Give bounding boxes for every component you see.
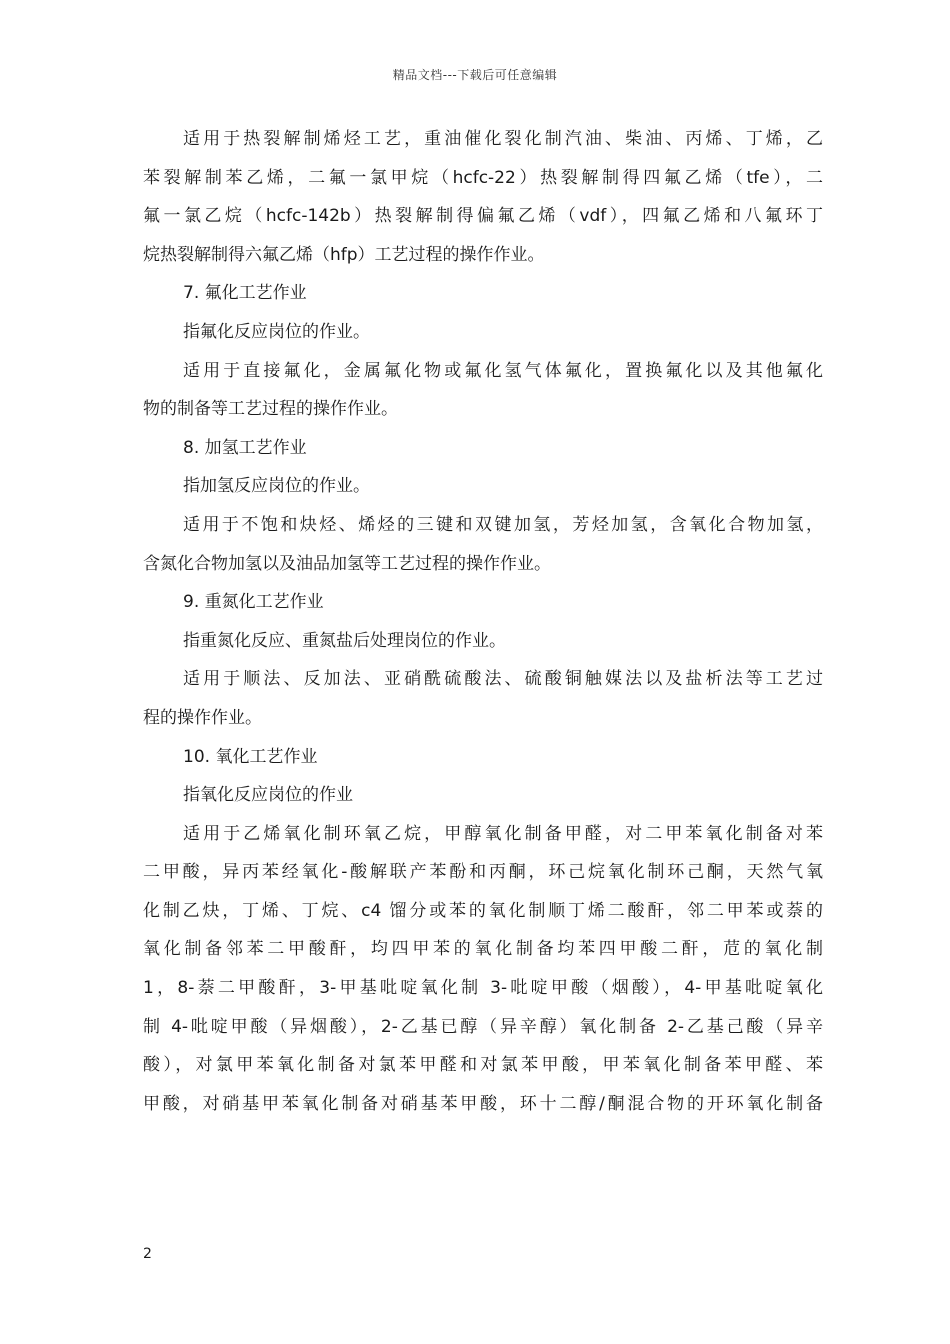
text-line: 甲酸，对硝基甲苯氧化制备对硝基苯甲酸，环十二醇/酮混合物的开环氧化制备	[143, 1093, 823, 1114]
text-line: 适用于不饱和炔烃、烯烃的三键和双键加氢，芳烃加氢，含氧化合物加氢，	[183, 514, 823, 535]
document-body	[143, 120, 823, 1123]
text-line: 指氟化反应岗位的作业。	[183, 321, 370, 342]
text-line: 7. 氟化工艺作业	[183, 283, 307, 304]
text-line: 物的制备等工艺过程的操作作业。	[143, 399, 398, 420]
text-line: 氟一氯乙烷（hcfc-142b）热裂解制得偏氟乙烯（vdf），四氟乙烯和八氟环丁	[143, 206, 823, 227]
text-line: 化制乙炔，丁烯、丁烷、c4 馏分或苯的氧化制顺丁烯二酸酐，邻二甲苯或萘的	[143, 900, 823, 921]
text-line: 二甲酸，异丙苯经氧化-酸解联产苯酚和丙酮，环己烷氧化制环己酮，天然气氧	[143, 862, 823, 883]
text-line: 指重氮化反应、重氮盐后处理岗位的作业。	[183, 630, 506, 651]
text-line: 苯裂解制苯乙烯，二氟一氯甲烷（hcfc-22）热裂解制得四氟乙烯（tfe），二	[143, 167, 823, 188]
text-line: 10. 氧化工艺作业	[183, 746, 318, 767]
text-line: 氧化制备邻苯二甲酸酐，均四甲苯的氧化制备均苯四甲酸二酐，苊的氧化制	[143, 939, 823, 960]
text-line: 适用于直接氟化，金属氟化物或氟化氢气体氟化，置换氟化以及其他氟化	[183, 360, 823, 381]
page-header: 精品文档---下载后可任意编辑	[392, 68, 558, 82]
text-line: 含氮化合物加氢以及油品加氢等工艺过程的操作作业。	[143, 553, 551, 574]
page-number: 2	[143, 1246, 152, 1262]
text-line: 制 4-吡啶甲酸（异烟酸），2-乙基已醇（异辛醇）氧化制备 2-乙基己酸（异辛	[143, 1016, 823, 1037]
text-line: 适用于热裂解制烯烃工艺，重油催化裂化制汽油、柴油、丙烯、丁烯，乙	[183, 129, 823, 149]
text-line: 指氧化反应岗位的作业	[183, 785, 353, 806]
text-line: 适用于乙烯氧化制环氧乙烷，甲醇氧化制备甲醛，对二甲苯氧化制备对苯	[183, 823, 823, 844]
text-line: 1，8-萘二甲酸酐，3-甲基吡啶氧化制 3-吡啶甲酸（烟酸），4-甲基吡啶氧化	[143, 978, 823, 999]
text-line: 指加氢反应岗位的作业。	[183, 476, 370, 497]
text-line: 8. 加氢工艺作业	[183, 437, 307, 458]
text-line: 酸），对氯甲苯氧化制备对氯苯甲醛和对氯苯甲酸，甲苯氧化制备苯甲醛、苯	[143, 1055, 823, 1076]
text-line: 程的操作作业。	[143, 707, 262, 728]
text-line: 烷热裂解制得六氟乙烯（hfp）工艺过程的操作作业。	[143, 244, 545, 265]
text-line: 9. 重氮化工艺作业	[183, 592, 324, 613]
text-line: 适用于顺法、反加法、亚硝酰硫酸法、硫酸铜触媒法以及盐析法等工艺过	[183, 669, 823, 690]
